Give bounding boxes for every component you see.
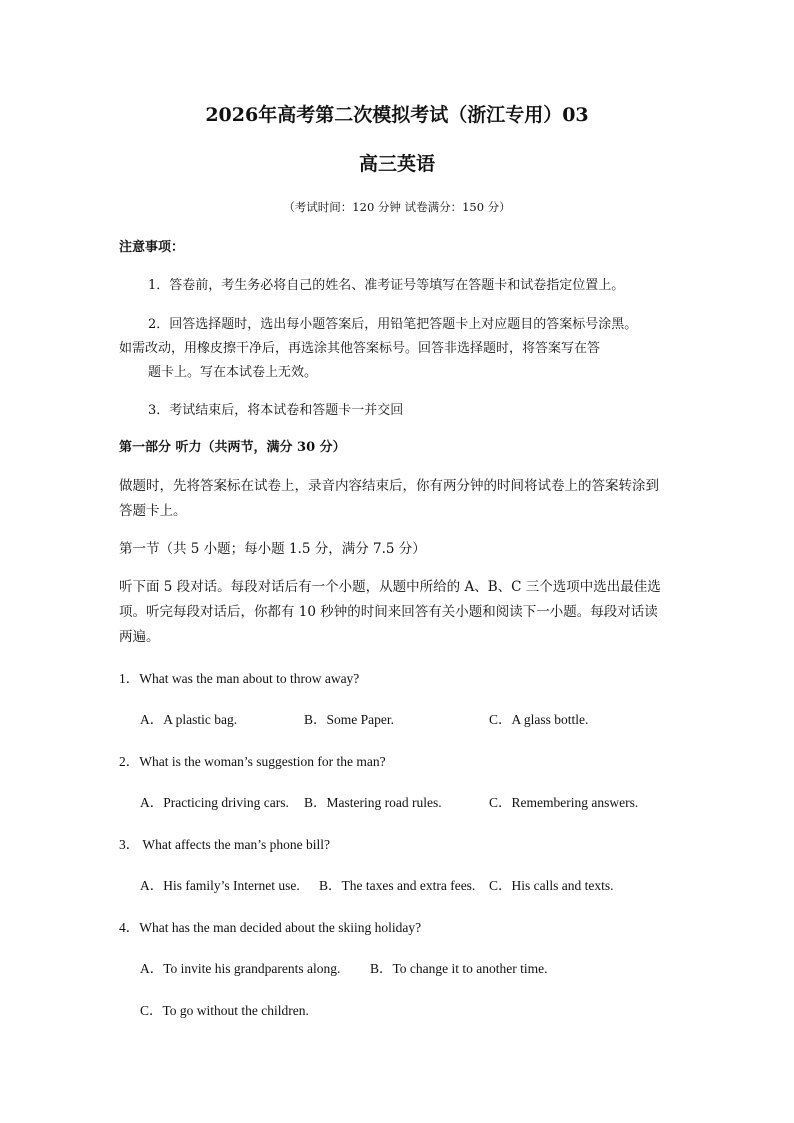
note-item: 1．答卷前，考生务必将自己的姓名、准考证号等填写在答题卡和试卷指定位置上。	[148, 278, 625, 293]
option-a: A．His family’s Internet use.	[140, 878, 300, 893]
instruction-line: 听下面 5 段对话。每段对话后有一个小题，从题中所给的 A、B、C 三个选项中选出最佳选	[119, 579, 661, 595]
intro-line: 做题时，先将答案标在试卷上，录音内容结束后，你有两分钟的时间将试卷上的答案转涂到	[119, 478, 659, 494]
instruction-line: 两遍。	[119, 629, 160, 645]
option-c: C．His calls and texts.	[489, 878, 614, 893]
notes-heading: 注意事项：	[119, 240, 185, 255]
question-stem: 2．What is the woman’s suggestion for the man?	[119, 754, 386, 769]
option-b: B．To change it to another time.	[370, 961, 548, 976]
question-stem: 3． What affects the man’s phone bill?	[119, 837, 330, 852]
option-c: C．To go without the children.	[140, 1003, 309, 1018]
option-a: A．Practicing driving cars.	[140, 795, 289, 810]
section-heading: 第一节（共 5 小题；每小题 1.5 分，满分 7.5 分）	[119, 541, 426, 557]
option-b: B．The taxes and extra fees.	[319, 878, 476, 893]
option-a: A．A plastic bag.	[140, 712, 238, 727]
note-item: 题卡上。写在本试卷上无效。	[148, 365, 318, 380]
note-item: 2．回答选择题时，选出每小题答案后，用铅笔把答题卡上对应题目的答案标号涂黑。	[148, 317, 638, 332]
option-c: C．A glass bottle.	[489, 712, 589, 727]
note-item: 3．考试结束后，将本试卷和答题卡一并交回	[148, 403, 404, 418]
exam-title: 2026年高考第二次模拟考试（浙江专用）03	[205, 104, 589, 126]
option-c: C．Remembering answers.	[489, 795, 639, 810]
exam-subject: 高三英语	[358, 153, 435, 175]
instruction-line: 项。听完每段对话后，你都有 10 秒钟的时间来回答有关小题和阅读下一小题。每段对话读	[119, 604, 658, 620]
option-a: A．To invite his grandparents along.	[140, 961, 341, 976]
part-heading: 第一部分 听力（共两节，满分 30 分）	[119, 440, 346, 455]
option-b: B．Mastering road rules.	[304, 795, 442, 810]
intro-line: 答题卡上。	[119, 503, 187, 519]
note-item: 如需改动，用橡皮擦干净后，再选涂其他答案标号。回答非选择题时，将答案写在答	[119, 341, 601, 356]
exam-meta: （考试时间：120 分钟 试卷满分：150 分）	[283, 200, 511, 214]
question-stem: 4．What has the man decided about the skiing holiday?	[119, 920, 422, 935]
question-stem: 1．What was the man about to throw away?	[119, 671, 360, 686]
option-b: B．Some Paper.	[304, 712, 394, 727]
